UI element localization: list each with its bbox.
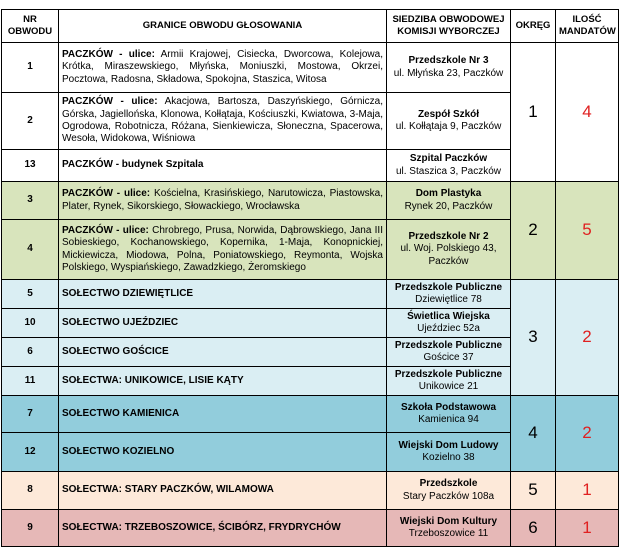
table-row — [2, 472, 619, 510]
header-nr: NR OBWODU — [2, 10, 59, 43]
siedziba-address: ul. Woj. Polskiego 43, Paczków — [400, 243, 497, 267]
siedziba-address: Kozielno 38 — [422, 452, 475, 463]
siedziba-address: Stary Paczków 108a — [402, 490, 495, 502]
okreg-cell: 3 — [511, 280, 556, 396]
header-row — [2, 10, 619, 43]
header-siedziba: SIEDZIBA OBWODOWEJ KOMISJI WYBORCZEJ — [387, 10, 511, 43]
row-granice — [59, 280, 387, 309]
row-siedziba — [387, 367, 511, 396]
granice-prefix: SOŁECTWA: TRZEBOSZOWICE, ŚCIBÓRZ, FRYDRYCHÓW — [62, 521, 341, 533]
row-siedziba — [387, 43, 511, 93]
row-nr: 10 — [2, 309, 59, 338]
row-nr: 9 — [2, 510, 59, 547]
siedziba-name: Przedszkole — [419, 478, 478, 490]
row-siedziba — [387, 510, 511, 547]
header-okreg: OKRĘG — [511, 10, 556, 43]
siedziba-address: ul. Kołłątaja 9, Paczków — [395, 121, 502, 132]
row-granice — [59, 43, 387, 93]
header-mandaty: ILOŚĆ MANDATÓW — [556, 10, 619, 43]
granice-prefix: PACZKÓW - ulice: — [62, 224, 149, 236]
row-siedziba — [387, 338, 511, 367]
mandaty-cell: 4 — [556, 43, 619, 182]
granice-streets: Chrobrego, Prusa, Norwida, Dąbrowskiego, Jana III Sobieskiego, Kochanowskiego, Kopernika, 1-Maja, Konopnickiej, Mickiewicza, Miodowa, Polna, Poniatowskiego, Reymonta, Wojska Polskiego, Wyspiańskiego, Zawadzkiego, Żeromskiego — [62, 224, 383, 273]
row-siedziba — [387, 150, 511, 182]
row-siedziba — [387, 396, 511, 433]
row-siedziba — [387, 182, 511, 220]
siedziba-name: Przedszkole Publiczne — [394, 339, 503, 351]
row-nr: 4 — [2, 220, 59, 280]
row-nr: 6 — [2, 338, 59, 367]
siedziba-name: Przedszkole Publiczne — [394, 281, 503, 293]
row-siedziba — [387, 433, 511, 472]
siedziba-address: Gościce 37 — [423, 352, 474, 363]
row-granice — [59, 309, 387, 338]
siedziba-name: Przedszkole Nr 2 — [408, 230, 489, 242]
row-granice — [59, 150, 387, 182]
mandaty-cell: 2 — [556, 280, 619, 396]
siedziba-address: ul. Staszica 3, Paczków — [395, 165, 502, 177]
header-granice: GRANICE OBWODU GŁOSOWANIA — [59, 10, 387, 43]
row-granice — [59, 338, 387, 367]
siedziba-address: ul. Młyńska 23, Paczków — [393, 67, 504, 79]
mandaty-cell: 1 — [556, 510, 619, 547]
siedziba-name: Szkoła Podstawowa — [400, 401, 497, 413]
row-nr: 7 — [2, 396, 59, 433]
row-siedziba — [387, 220, 511, 280]
granice-streets: Akacjowa, Bartosza, Daszyńskiego, Górnicza, Górska, Jagiellońska, Klonowa, Kołłątaja, Kościuszki, Kwiatowa, 3-Maja, Ogrodowa, Robotnicza, Różana, Sienkiewicza, Słoneczna, Spacerowa, Wesoła, Widokowa, Wiśniowa — [62, 96, 383, 145]
row-granice — [59, 182, 387, 220]
siedziba-address: Unikowice 21 — [418, 381, 479, 392]
okreg-cell: 5 — [511, 472, 556, 510]
mandaty-cell: 2 — [556, 396, 619, 472]
granice-prefix: PACZKÓW - budynek Szpitala — [62, 159, 204, 171]
row-siedziba — [387, 309, 511, 338]
siedziba-address: Kamienica 94 — [418, 414, 479, 425]
row-granice — [59, 396, 387, 433]
row-granice — [59, 367, 387, 396]
table-row — [2, 510, 619, 547]
row-granice — [59, 433, 387, 472]
row-nr: 1 — [2, 43, 59, 93]
table-row — [2, 43, 619, 93]
row-nr: 12 — [2, 433, 59, 472]
granice-prefix: SOŁECTWO KAMIENICA — [62, 407, 180, 419]
row-granice — [59, 472, 387, 510]
row-nr: 5 — [2, 280, 59, 309]
granice-prefix: SOŁECTWO KOZIELNO — [62, 445, 175, 457]
granice-prefix: SOŁECTWA: UNIKOWICE, LISIE KĄTY — [62, 374, 244, 386]
granice-prefix: SOŁECTWO DZIEWIĘTLICE — [62, 287, 194, 299]
row-granice — [59, 220, 387, 280]
siedziba-name: Wiejski Dom Kultury — [399, 515, 498, 527]
row-granice — [59, 510, 387, 547]
okreg-cell: 2 — [511, 182, 556, 280]
row-nr: 13 — [2, 150, 59, 182]
row-siedziba — [387, 472, 511, 510]
siedziba-name: Przedszkole Publiczne — [394, 368, 503, 380]
row-siedziba — [387, 93, 511, 150]
row-nr: 8 — [2, 472, 59, 510]
mandaty-cell: 1 — [556, 472, 619, 510]
siedziba-address: Ujeździec 52a — [417, 323, 480, 334]
siedziba-name: Zespół Szkół — [417, 108, 480, 120]
row-nr: 11 — [2, 367, 59, 396]
granice-prefix: PACZKÓW - ulice: — [62, 188, 151, 200]
siedziba-name: Świetlica Wiejska — [407, 310, 490, 322]
table-row — [2, 280, 619, 309]
siedziba-address: Dziewiętlice 78 — [415, 294, 482, 305]
siedziba-name: Wiejski Dom Ludowy — [398, 439, 499, 451]
siedziba-address: Trzeboszowice 11 — [408, 528, 489, 539]
row-siedziba — [387, 280, 511, 309]
row-nr: 3 — [2, 182, 59, 220]
okreg-cell: 6 — [511, 510, 556, 547]
granice-prefix: SOŁECTWA: STARY PACZKÓW, WILAMOWA — [62, 484, 274, 496]
okreg-cell: 1 — [511, 43, 556, 182]
granice-prefix: SOŁECTWO GOŚCICE — [62, 345, 169, 357]
mandaty-cell: 5 — [556, 182, 619, 280]
table-row — [2, 396, 619, 433]
siedziba-address: Rynek 20, Paczków — [404, 200, 493, 212]
okreg-cell: 4 — [511, 396, 556, 472]
siedziba-name: Przedszkole Nr 3 — [408, 55, 489, 67]
row-nr: 2 — [2, 93, 59, 150]
siedziba-name: Dom Plastyka — [415, 188, 482, 200]
electoral-districts-table — [1, 9, 619, 547]
granice-prefix: SOŁECTWO UJEŹDZIEC — [62, 316, 179, 328]
table-row — [2, 182, 619, 220]
row-granice — [59, 93, 387, 150]
granice-prefix: PACZKÓW - ulice: — [62, 48, 155, 60]
granice-streets: Kościelna, Krasińskiego, Narutowicza, Piastowska, Plater, Rynek, Sikorskiego, Słowackiego, Wrocławska — [62, 188, 383, 212]
granice-streets: Armii Krajowej, Cisiecka, Dworcowa, Kolejowa, Krótka, Miraszewskiego, Młyńska, Moniuszki, Mostowa, Okrzei, Pocztowa, Radosna, Składowa, Spokojna, Staszica, Witosa — [62, 48, 383, 85]
granice-prefix: PACZKÓW - ulice: — [62, 96, 158, 108]
siedziba-name: Szpital Paczków — [409, 153, 488, 165]
